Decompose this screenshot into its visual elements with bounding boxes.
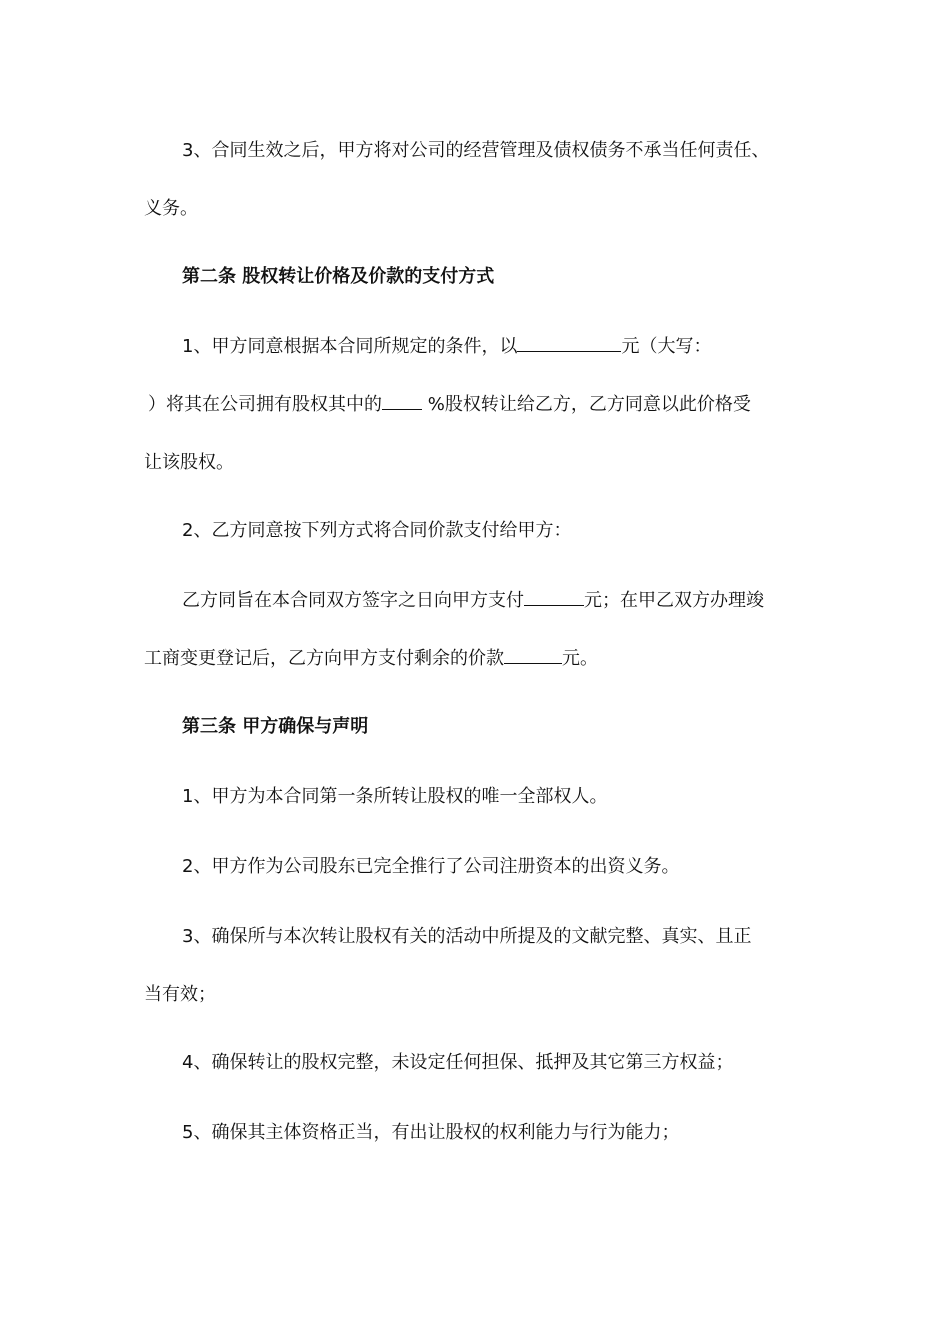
paragraph-text: %股权转让给乙方，乙方同意以此价格受	[427, 394, 751, 415]
paragraph-text: 元。	[562, 648, 598, 669]
paragraph-line: 义务。	[144, 198, 198, 219]
fill-in-blank-price[interactable]	[517, 335, 621, 352]
list-item: 4、确保转让的股权完整，未设定任何担保、抵押及其它第三方权益；	[182, 1052, 734, 1073]
paragraph-line	[144, 646, 598, 672]
list-item: 1、甲方为本合同第一条所转让股权的唯一全部权人。	[182, 786, 608, 807]
list-item: 3、确保所与本次转让股权有关的活动中所提及的文献完整、真实、且正	[182, 926, 752, 947]
paragraph-line	[182, 334, 711, 360]
paragraph-text: 1、甲方同意根据本合同所规定的条件，以	[182, 336, 518, 357]
list-item: 5、确保其主体资格正当，有出让股权的权利能力与行为能力；	[182, 1122, 680, 1143]
fill-in-blank-remaining-payment[interactable]	[504, 647, 562, 664]
list-item: 2、甲方作为公司股东已完全推行了公司注册资本的出资义务。	[182, 856, 680, 877]
paragraph-text: 工商变更登记后，乙方向甲方支付剩余的价款	[144, 648, 504, 669]
section-heading: 第二条 股权转让价格及价款的支付方式	[182, 266, 495, 287]
paragraph-line: 2、乙方同意按下列方式将合同价款支付给甲方：	[182, 520, 572, 541]
paragraph-line: 让该股权。	[144, 452, 234, 473]
section-heading: 第三条 甲方确保与声明	[182, 716, 369, 737]
paragraph-text: 元；在甲乙双方办理竣	[584, 590, 764, 611]
paragraph-text: 乙方同旨在本合同双方签字之日向甲方支付	[182, 590, 524, 611]
paragraph-line: 3、合同生效之后，甲方将对公司的经营管理及债权债务不承当任何责任、	[182, 140, 770, 161]
fill-in-blank-first-payment[interactable]	[524, 589, 584, 606]
paragraph-line	[148, 392, 751, 418]
paragraph-text: 元（大写：	[621, 336, 712, 357]
fill-in-blank-percent[interactable]	[382, 393, 422, 410]
paragraph-line	[182, 588, 764, 614]
list-item-continuation: 当有效；	[144, 984, 216, 1005]
paragraph-text: ）将其在公司拥有股权其中的	[148, 394, 382, 415]
